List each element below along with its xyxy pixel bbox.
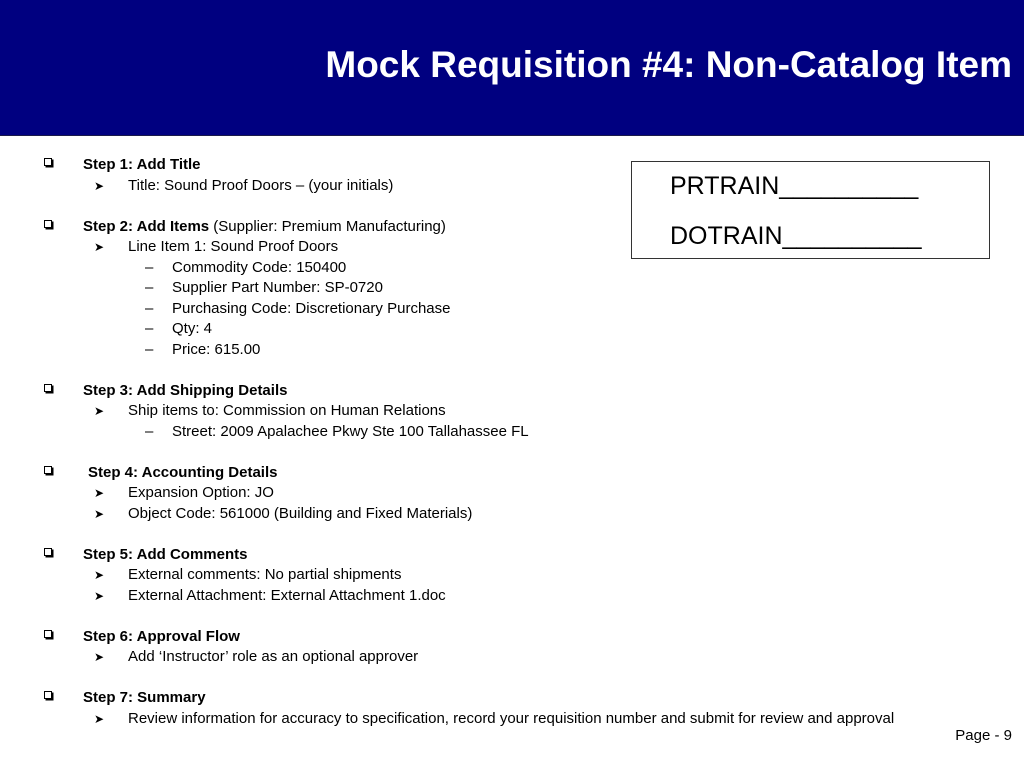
step-title: Step 2: Add Items [83,217,210,235]
checkbox-bullet-icon [44,548,52,556]
checkbox-bullet-icon [44,691,52,699]
page-number: Page - 9 [955,727,1012,744]
checkbox-bullet-icon [44,158,52,166]
checkbox-bullet-icon [44,384,52,392]
list-item: ➤ Review information for accuracy to specification, record your requisition number and submit for review and approval [94,709,895,727]
step-7 [0,688,960,709]
checkbox-bullet-icon [44,220,52,228]
dash-bullet-icon: – [145,340,154,358]
dash-bullet-icon: – [145,299,154,317]
list-item: ➤ Add ‘Instructor’ role as an optional approver [0,647,960,668]
list-subitem: – Price: 615.00 [0,340,960,361]
list-item: ➤ Object Code: 561000 (Building and Fixed Materials) [0,504,960,525]
arrow-bullet-icon: ➤ [94,486,105,500]
dash-bullet-icon: – [145,320,154,337]
list-item: ➤ Expansion Option: JO [0,483,960,504]
step-supplier: (Supplier: Premium Manufacturing) [209,217,446,235]
dash-bullet-icon: – [145,258,154,276]
step-3 [0,381,960,402]
dash-bullet-icon: – [145,279,154,296]
list-item: ➤ Line Item 1: Sound Proof Doors [0,237,960,258]
step-4 [0,463,960,484]
step-5 [0,545,960,566]
arrow-bullet-icon: ➤ [94,711,105,726]
slide-title: Mock Requisition #4: Non-Catalog Item [325,44,1012,85]
list-subitem: – Commodity Code: 150400 [0,258,960,279]
dotrain-line: DOTRAIN__________ [670,222,922,250]
step-title: Step 6: Approval Flow [83,627,240,645]
dash-bullet-icon: – [145,422,154,440]
list-item: ➤ External comments: No partial shipments [0,565,960,586]
prtrain-line: PRTRAIN__________ [670,172,919,200]
list-item: ➤ Title: Sound Proof Doors – (your initials) [0,176,960,197]
step-title: Step 7: Summary [83,689,206,706]
list-subitem: – Street: 2009 Apalachee Pkwy Ste 100 Tallahassee FL [0,422,960,443]
step-title: Step 3: Add Shipping Details [83,381,288,399]
step-title: Step 5: Add Comments [83,545,248,563]
title-banner [0,0,1024,136]
list-item: ➤ Ship items to: Commission on Human Relations [0,401,960,422]
checkbox-bullet-icon [44,466,52,474]
checkbox-bullet-icon [44,630,52,638]
arrow-bullet-icon: ➤ [94,588,105,603]
arrow-bullet-icon: ➤ [94,178,105,193]
arrow-bullet-icon: ➤ [94,404,105,418]
arrow-bullet-icon: ➤ [94,240,105,254]
step-title: Step 4: Accounting Details [88,463,278,481]
training-id-box [631,161,990,259]
list-subitem: – Qty: 4 [0,319,960,340]
list-subitem: – Supplier Part Number: SP-0720 [0,278,960,299]
arrow-bullet-icon: ➤ [94,568,105,582]
step-6 [0,627,960,648]
list-item: ➤ External Attachment: External Attachment 1.doc [0,586,960,607]
arrow-bullet-icon: ➤ [94,650,105,664]
arrow-bullet-icon: ➤ [94,506,105,521]
list-subitem: – Purchasing Code: Discretionary Purchase [0,299,960,320]
step-title: Step 1: Add Title [83,156,201,173]
